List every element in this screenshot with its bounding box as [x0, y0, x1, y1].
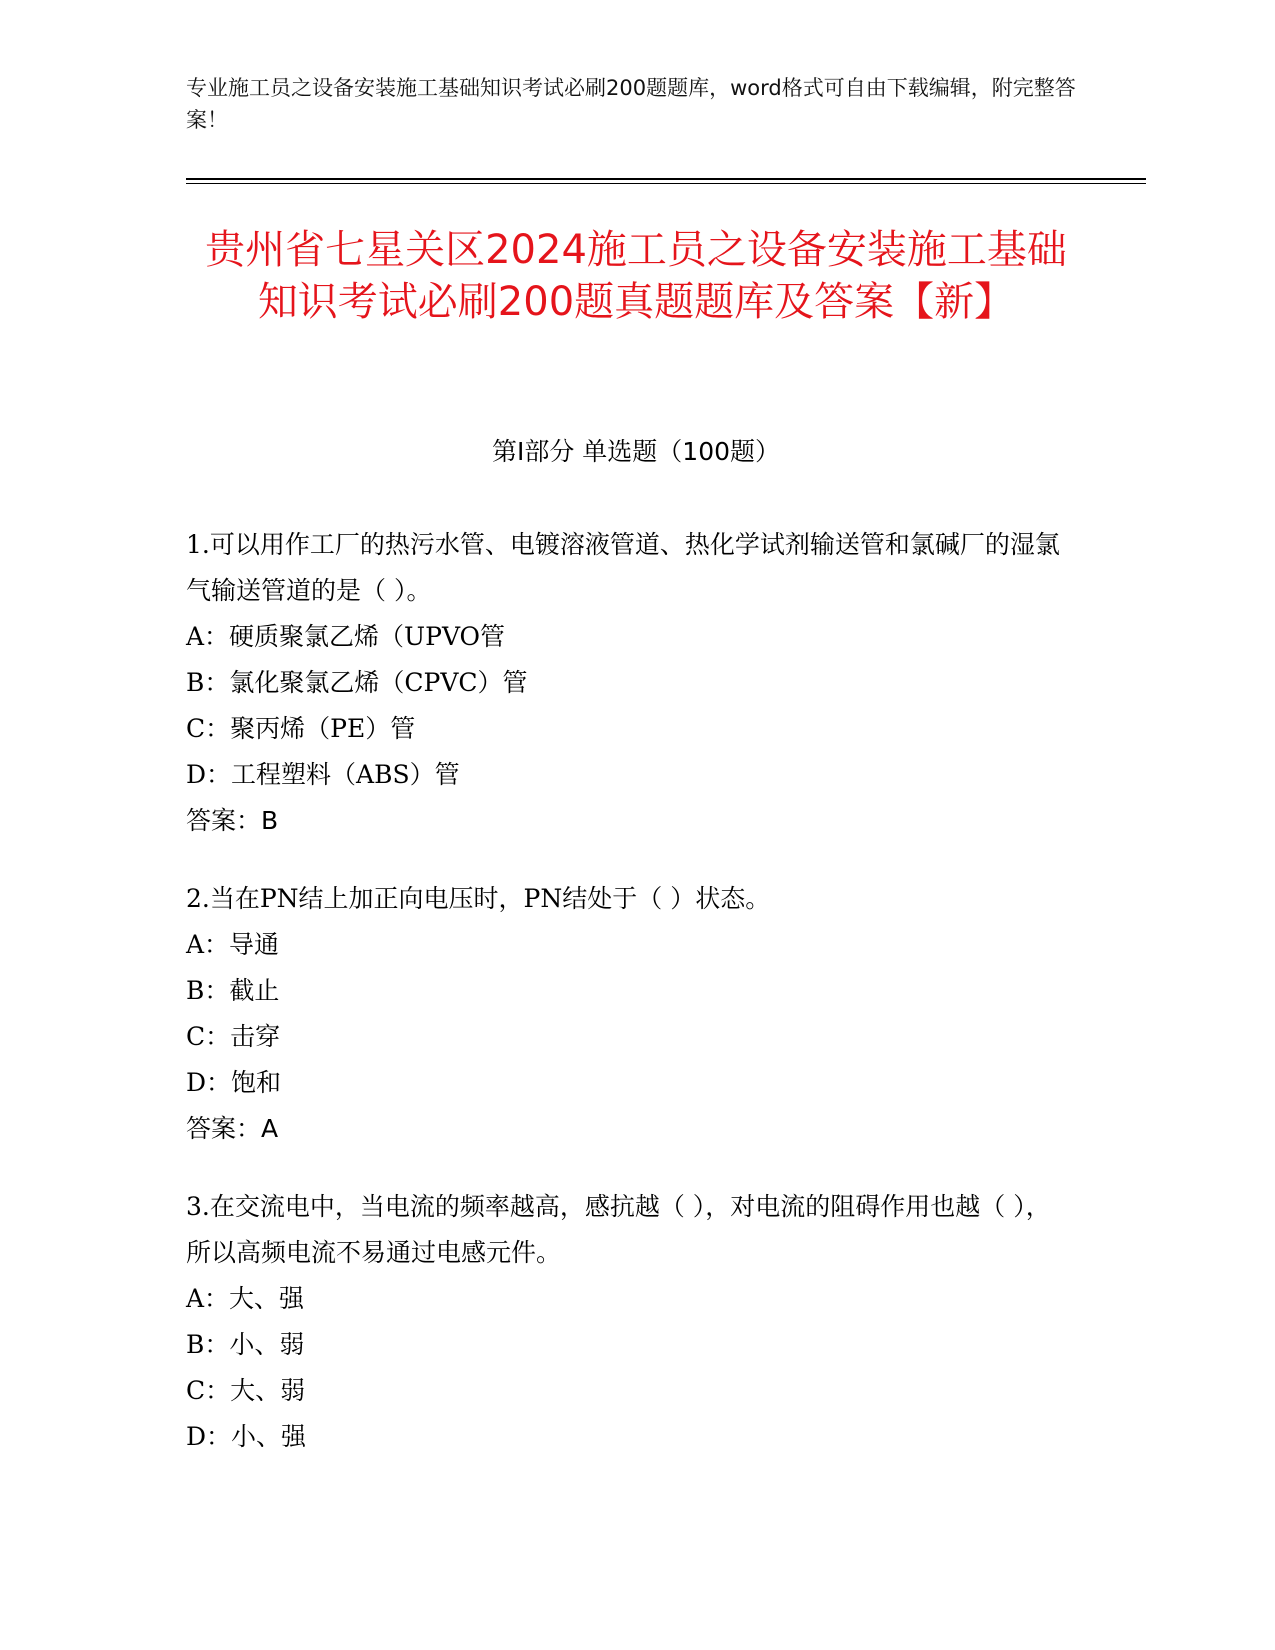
option-b: B：截止	[186, 976, 280, 1005]
answer: 答案：A	[186, 1114, 279, 1143]
header-divider-thick	[186, 178, 1146, 180]
option-c: C：聚丙烯（PE）管	[186, 714, 416, 743]
answer: 答案：B	[186, 806, 279, 835]
document-title: 贵州省七星关区2024施工员之设备安装施工基础知识考试必刷200题真题题库及答案【新】	[205, 227, 1067, 325]
question-list	[186, 522, 1066, 1492]
question-stem: 1.可以用作工厂的热污水管、电镀溶液管道、热化学试剂输送管和氯碱厂的湿氯气输送管道的是（ ）。	[186, 530, 1060, 605]
option-b: B：氯化聚氯乙烯（CPVC）管	[186, 668, 528, 697]
header-note: 专业施工员之设备安装施工基础知识考试必刷200题题库，word格式可自由下载编辑，附完整答案！	[186, 76, 1076, 132]
question-3	[186, 1184, 1066, 1460]
question-stem: 3.在交流电中，当电流的频率越高，感抗越（ ），对电流的阻碍作用也越（ ），所以高频电流不易通过电感元件。	[186, 1192, 1051, 1267]
option-c: C：击穿	[186, 1022, 281, 1051]
option-d: D：饱和	[186, 1068, 282, 1097]
header-divider-thin	[186, 183, 1146, 184]
option-a: A：导通	[186, 930, 280, 959]
section-heading: 第Ⅰ部分 单选题（100题）	[491, 437, 781, 466]
option-a: A：大、强	[186, 1284, 305, 1313]
option-b: B：小、弱	[186, 1330, 305, 1359]
question-2	[186, 876, 1066, 1152]
option-d: D：工程塑料（ABS）管	[186, 760, 460, 789]
question-1	[186, 522, 1066, 844]
question-stem: 2.当在PN结上加正向电压时，PN结处于（ ）状态。	[186, 884, 771, 913]
option-a: A：硬质聚氯乙烯（UPVO管	[186, 622, 506, 651]
option-c: C：大、弱	[186, 1376, 306, 1405]
option-d: D：小、强	[186, 1422, 307, 1451]
